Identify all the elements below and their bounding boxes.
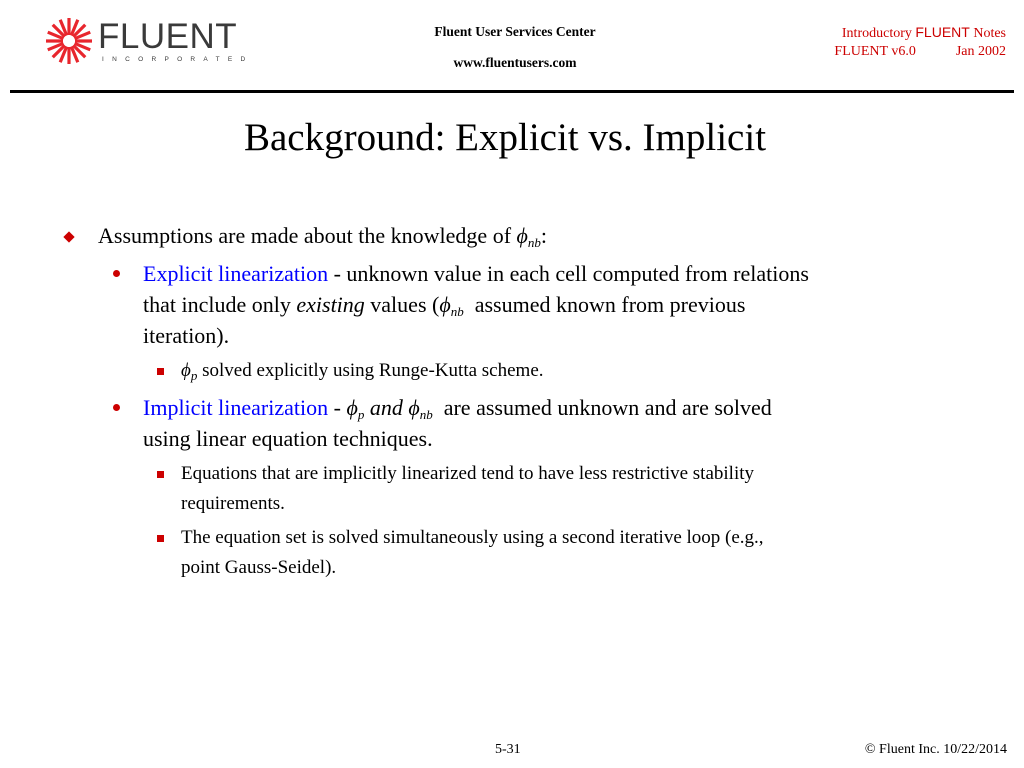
diamond-bullet-icon — [63, 231, 74, 242]
notes-label: Introductory FLUENT Notes — [841, 24, 1006, 41]
header-center — [380, 24, 650, 86]
implicit-term: Implicit linearization — [143, 395, 329, 420]
bullet-explicit: Explicit linearization - unknown value in each cell computed from relations that include only existing values ($\phi_{nb}$ assumed known from previous iteration). — [143, 261, 809, 348]
bullet-implicit-sub-1: Equations that are implicitly linearized tend to have less restrictive stability requirements. — [181, 463, 754, 514]
square-bullet-icon — [157, 471, 164, 478]
logo-subtitle: INCORPORATED — [102, 56, 254, 63]
round-bullet-icon — [113, 270, 120, 277]
version-date — [746, 44, 1006, 60]
services-center-label: Fluent User Services Center — [434, 24, 596, 39]
bullet-implicit: Implicit linearization - $\phi_p$ and $\phi_{nb}$ are assumed unknown and are solved using linear equation techniques. — [143, 395, 772, 451]
version-label: FLUENT v6.0 — [834, 44, 916, 59]
copyright: © Fluent Inc. 10/22/2014 — [864, 742, 1007, 757]
bullet-explicit-sub: $\phi_p$ solved explicitly using Runge-Kutta scheme. — [181, 360, 544, 383]
slide-title: Background: Explicit vs. Implicit — [243, 116, 767, 159]
logo-wordmark: FLUENT — [98, 17, 238, 56]
date-label: Jan 2002 — [955, 44, 1006, 59]
bullet-assumptions: Assumptions are made about the knowledge of $\phi_{nb}$: — [98, 223, 548, 250]
page-number: 5-31 — [495, 742, 521, 757]
header-right — [746, 24, 1006, 60]
bullet-implicit-sub-2: The equation set is solved simultaneously using a second iterative loop (e.g., point Gauss-Seidel). — [181, 527, 764, 578]
square-bullet-icon — [157, 368, 164, 375]
square-bullet-icon — [157, 535, 164, 542]
fluent-logo — [44, 16, 254, 68]
header-divider — [10, 90, 1014, 93]
explicit-term: Explicit linearization — [143, 261, 329, 286]
round-bullet-icon — [113, 404, 120, 411]
website-url: www.fluentusers.com — [453, 55, 577, 70]
starburst-logo-icon — [44, 16, 94, 66]
